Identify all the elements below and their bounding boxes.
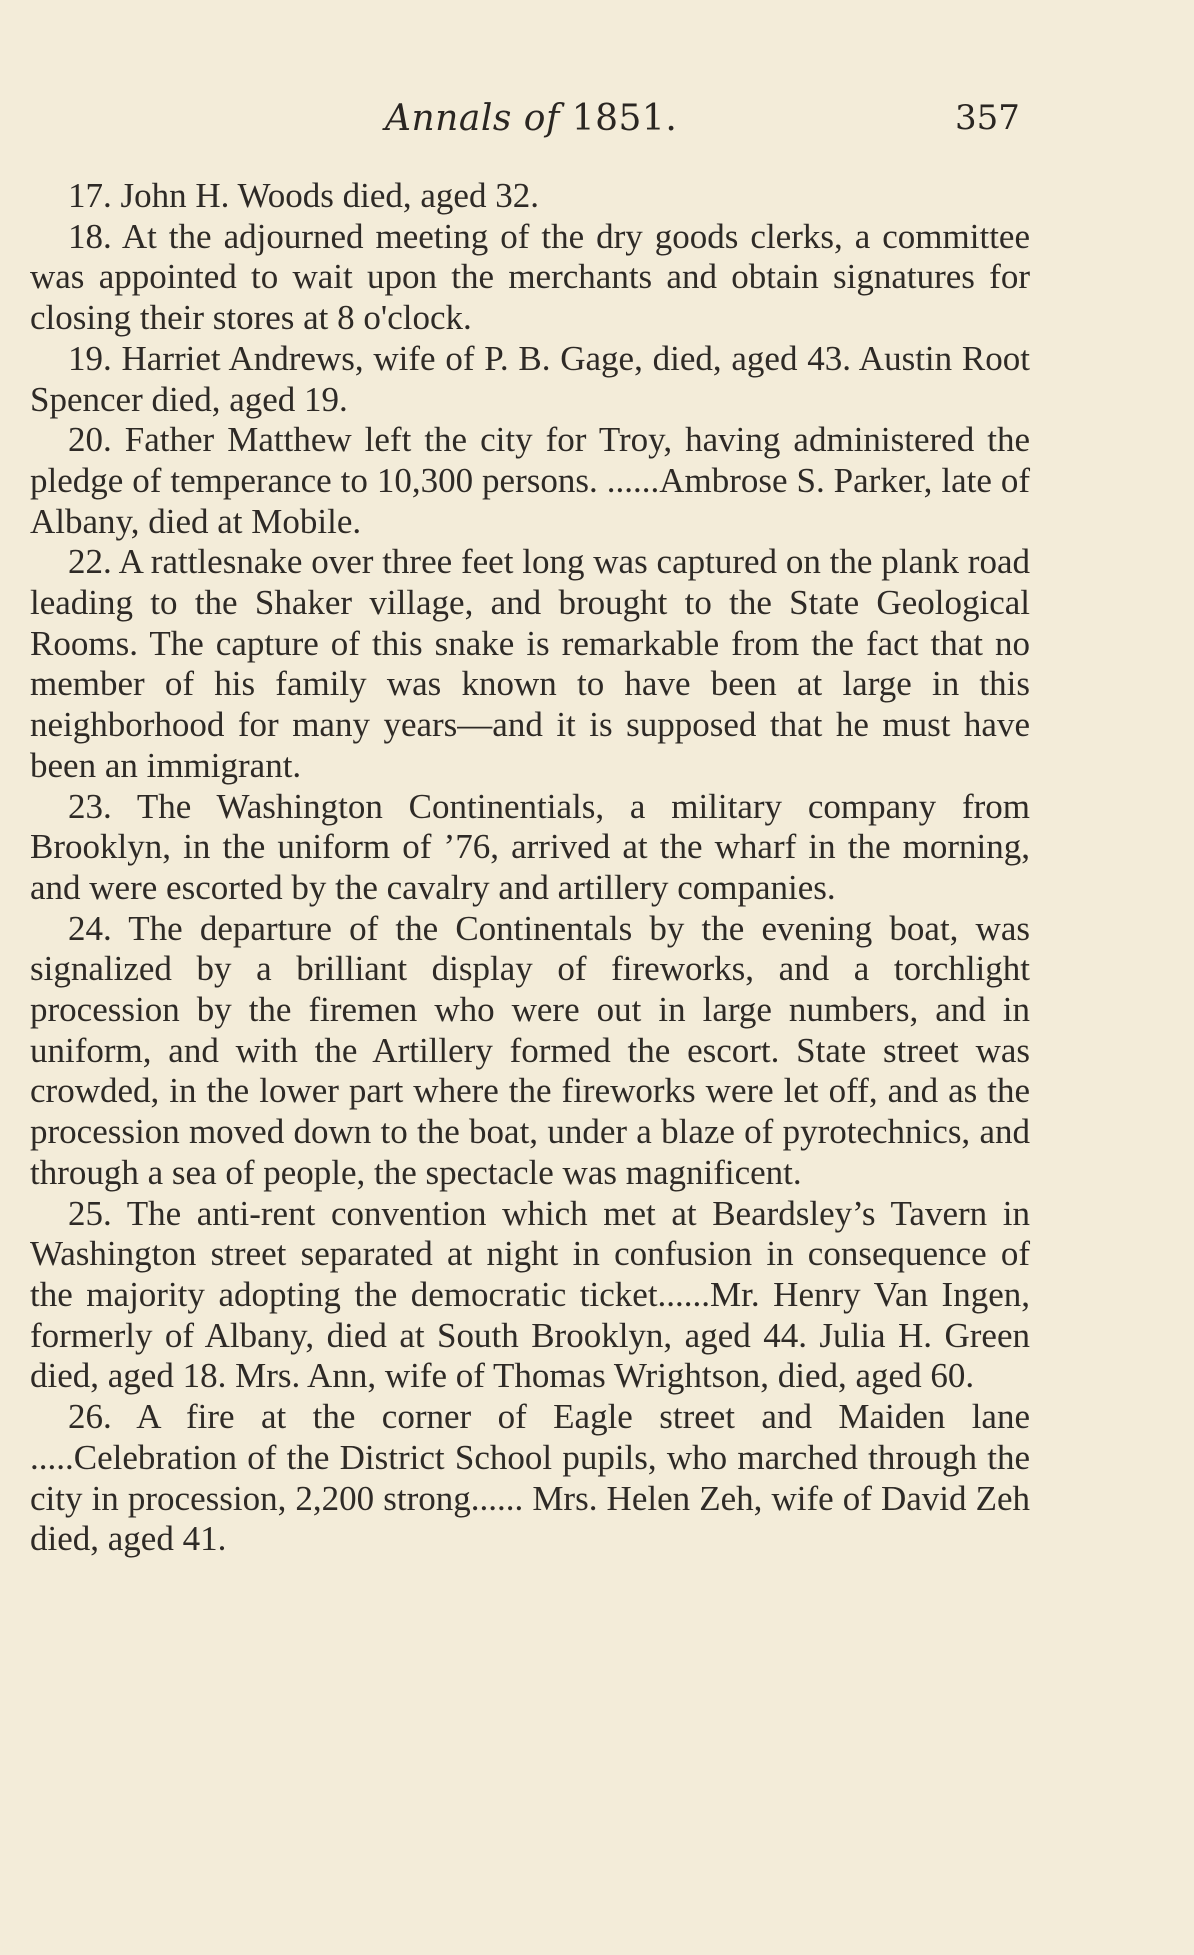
running-title-year: 1851.	[571, 98, 678, 139]
entry-22: 22. A rattlesnake over three feet long was captured on the plank road leading to the Shaker village, and brought to the State Geological Rooms. The capture of this snake is remarkable from the fact that no member of his family was known to have been at large in this neighborhood for many years—and it is supposed that he must have been an immigrant.	[30, 542, 1030, 785]
annals-entries	[30, 176, 1030, 1560]
entry-24: 24. The departure of the Continentals by the evening boat, was signalized by a brilliant display of fireworks, and a torchlight procession by the firemen who were out in large numbers, and in uniform, and with the Artillery formed the escort. State street was crowded, in the lower part where the fireworks were let off, and as the procession moved down to the boat, under a blaze of pyrotechnics, and through a sea of people, the spectacle was magnificent.	[30, 908, 1030, 1192]
entry-18: 18. At the adjourned meeting of the dry goods clerks, a committee was appointed to wait upon the merchants and obtain signatures for closing their stores at 8 o'clock.	[30, 216, 1030, 338]
running-header	[0, 98, 1194, 148]
running-title	[385, 98, 677, 139]
entry-26: 26. A fire at the corner of Eagle street and Maiden lane .....Celebration of the District School pupils, who marched through the city in procession, 2,200 strong...... Mrs. Helen Zeh, wife of David Zeh died, aged 41.	[30, 1397, 1030, 1559]
entry-19: 19. Harriet Andrews, wife of P. B. Gage, died, aged 43. Austin Root Spencer died, aged 19.	[30, 338, 1030, 419]
entry-23: 23. The Washington Continentials, a military company from Brooklyn, in the uniform of ’76, arrived at the wharf in the morning, and were escorted by the cavalry and artillery companies.	[30, 786, 1030, 907]
running-title-text: Annals of	[385, 98, 560, 139]
entry-17: 17. John H. Woods died, aged 32.	[68, 176, 539, 215]
entry-20: 20. Father Matthew left the city for Troy, having administered the pledge of temperance to 10,300 persons. ......Ambrose S. Parker, late of Albany, died at Mobile.	[30, 420, 1030, 541]
page-number: 357	[955, 98, 1020, 138]
entry-25: 25. The anti-rent convention which met at Beardsley’s Tavern in Washington street separated at night in confusion in consequence of the majority adopting the democratic ticket......Mr. Henry Van Ingen, formerly of Albany, died at South Brooklyn, aged 44. Julia H. Green died, aged 18. Mrs. Ann, wife of Thomas Wrightson, died, aged 60.	[30, 1193, 1030, 1396]
